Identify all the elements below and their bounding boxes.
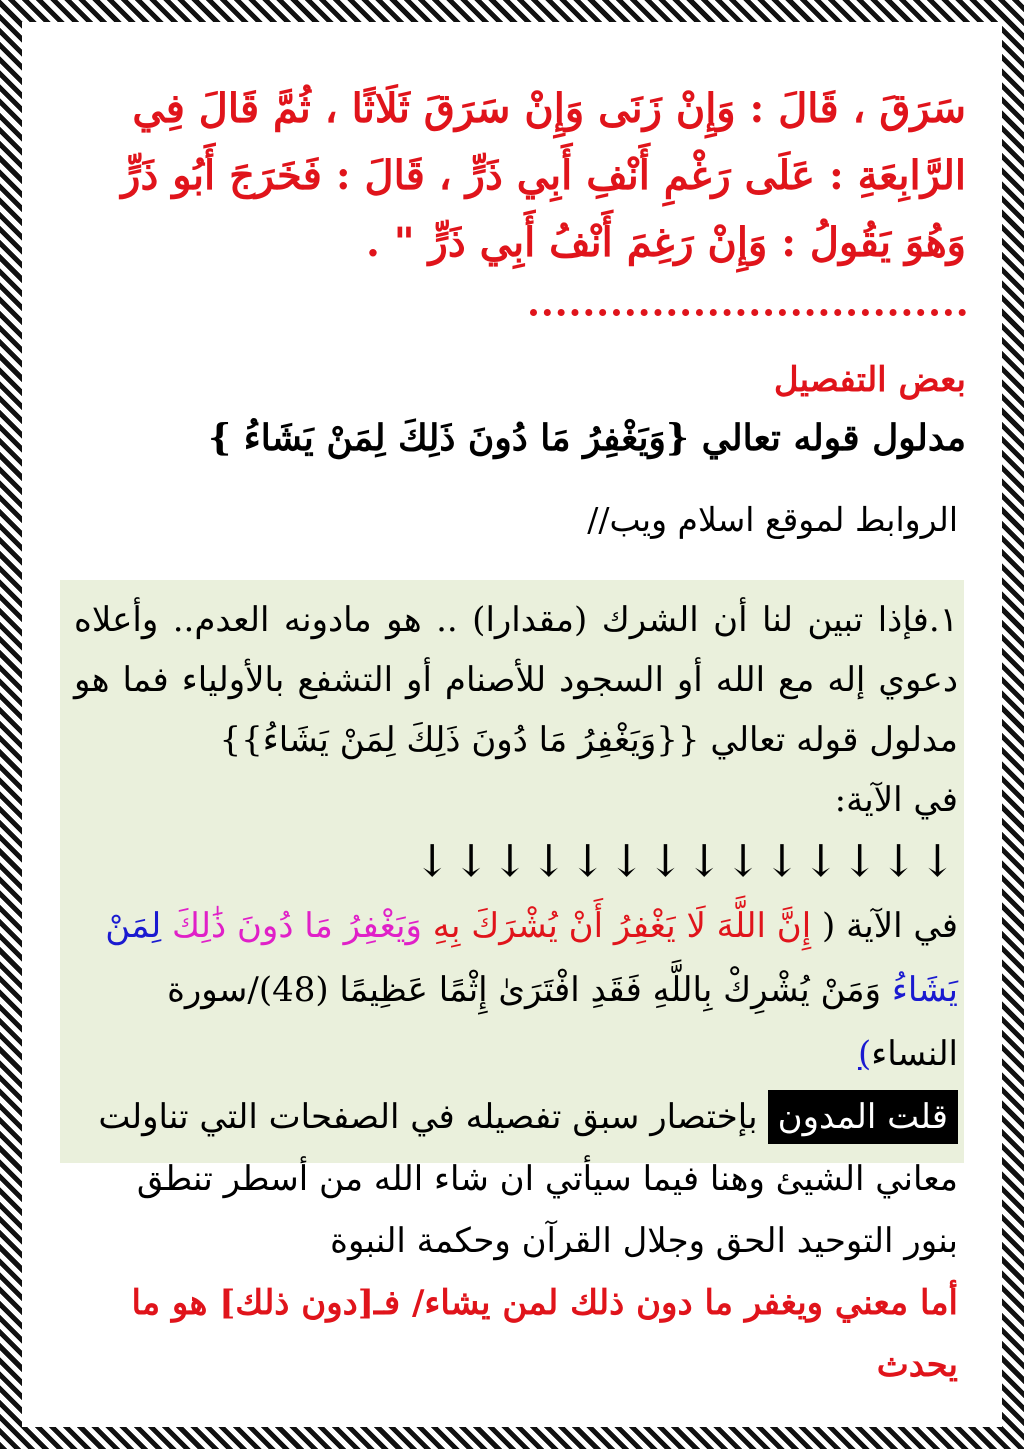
verse-part-blue: لِمَنْ يَشَاءُ [105, 906, 958, 1010]
page-content [58, 55, 966, 1409]
section-subtitle: مدلول قوله تعالي {وَيَغْفِرُ مَا دُونَ ذَلِكَ لِمَنْ يَشَاءُ } [208, 417, 966, 459]
section-title: بعض التفصيل [773, 360, 966, 400]
hadith-text: سَرَقَ ، قَالَ : وَإِنْ زَنَى وَإِنْ سَرَقَ ثَلَاثًا ، ثُمَّ قَالَ فِي الرَّابِعَةِ : عَلَى رَغْمِ أَنْفِ أَبِي ذَرٍّ ، قَالَ : فَخَرَجَ أَبُو ذَرٍّ وَهُوَ يَقُولُ : وَإِنْ رَغِمَ أَنْفُ أَبِي ذَرٍّ " . [121, 85, 966, 266]
blogger-note [74, 1086, 958, 1272]
closing-line: أما معني ويغفر ما دون ذلك لمن يشاء/ فـ[دون ذلك] هو ما يحدث [131, 1283, 958, 1385]
down-arrows: ↓↓↓↓↓↓↓↓↓↓↓↓↓↓ [413, 836, 958, 887]
verse-close-link[interactable]: ) [857, 1034, 872, 1074]
intro-paragraph: ١.فإذا تبين لنا أن الشرك (مقدارا) .. هو مادونه العدم.. وأعلاه دعوي إله مع الله أو السجود للأصنام أو التشفع بالأولياء فما هو مدلول قوله تعالي {{وَيَغْفِرُ مَا دُونَ ذَلِكَ لِمَنْ يَشَاءُ}} [74, 600, 958, 760]
quran-verse [74, 894, 958, 1086]
verse-part-red: إِنَّ اللَّهَ لَا يَغْفِرُ أَنْ يُشْرَكَ بِهِ [432, 906, 812, 946]
blogger-label: قلت المدون [768, 1090, 958, 1144]
verse-part-black: وَمَنْ يُشْرِكْ بِاللَّهِ فَقَدِ افْتَرَىٰ إِثْمًا عَظِيمًا (48)/سورة النساء [167, 970, 958, 1074]
blogger-note-text: بإختصار سبق تفصيله في الصفحات التي تناولت معاني الشيئ وهنا فيما سيأتي ان شاء الله من أسطر تنطق بنور التوحيد الحق وجلال القرآن وحكمة النبوة [98, 1097, 958, 1261]
dotted-separator [530, 295, 966, 316]
in-verse-label: في الآية: [834, 780, 958, 820]
links-label: الروابط لموقع اسلام ويب// [587, 500, 958, 539]
highlighted-content-box [60, 580, 964, 1385]
verse-prefix: في الآية ( [822, 906, 958, 946]
verse-part-magenta: وَيَغْفِرُ مَا دُونَ ذَٰلِكَ [172, 906, 422, 946]
